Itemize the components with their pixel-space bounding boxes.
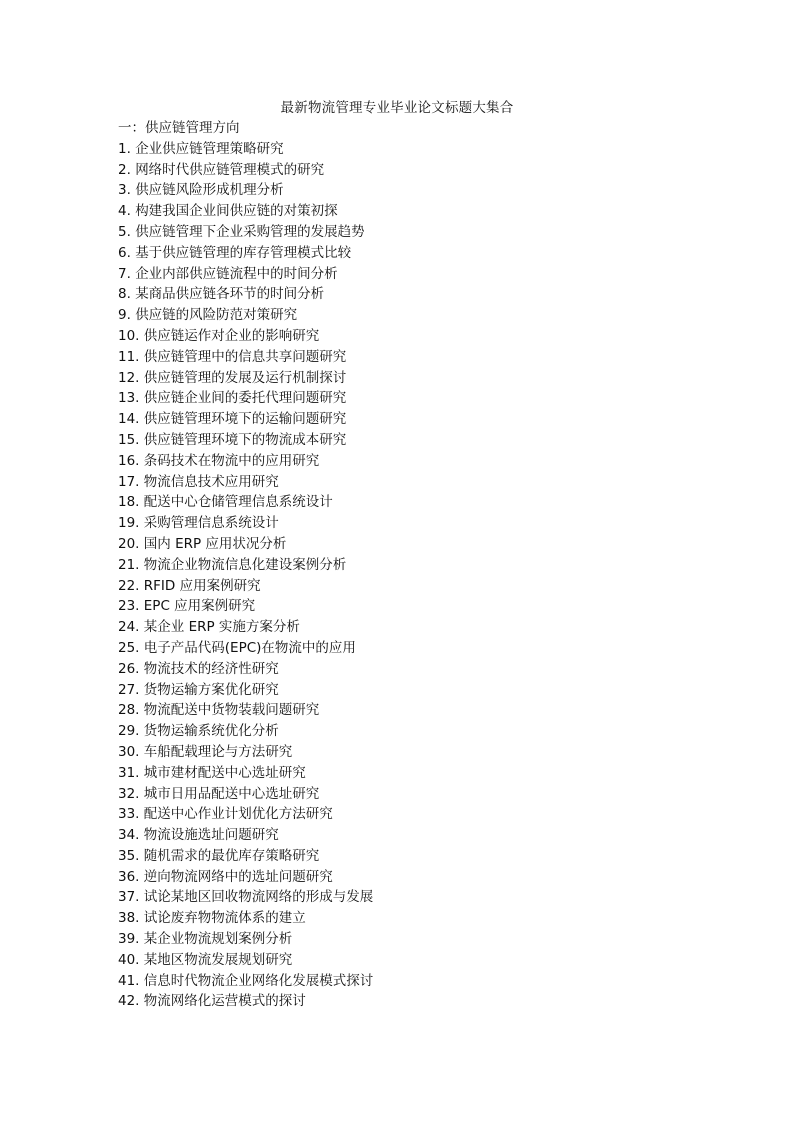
list-item-number: 22. bbox=[118, 577, 140, 594]
list-item-number: 9. bbox=[118, 307, 131, 324]
list-item-text: 某商品供应链各环节的时间分析 bbox=[135, 286, 325, 303]
list-item bbox=[118, 887, 758, 908]
list-item-number: 41. bbox=[118, 972, 140, 989]
list-item-text: 试论废弃物物流体系的建立 bbox=[143, 910, 306, 927]
list-item-number: 28. bbox=[118, 702, 140, 719]
list-item bbox=[118, 617, 758, 638]
thesis-topic-list bbox=[118, 139, 758, 1012]
list-item-text: 供应链风险形成机理分析 bbox=[135, 182, 284, 199]
list-item bbox=[118, 222, 758, 243]
list-item-text: 供应链管理环境下的运输问题研究 bbox=[143, 411, 347, 428]
list-item bbox=[118, 513, 758, 534]
list-item-number: 42. bbox=[118, 993, 140, 1010]
list-item bbox=[118, 763, 758, 784]
list-item bbox=[118, 867, 758, 888]
list-item-number: 39. bbox=[118, 931, 140, 948]
list-item-number: 34. bbox=[118, 827, 140, 844]
list-item bbox=[118, 160, 758, 181]
list-item bbox=[118, 284, 758, 305]
list-item bbox=[118, 264, 758, 285]
list-item-number: 4. bbox=[118, 203, 131, 220]
list-item-number: 2. bbox=[118, 161, 131, 178]
list-item-number: 32. bbox=[118, 785, 140, 802]
list-item bbox=[118, 825, 758, 846]
list-item bbox=[118, 180, 758, 201]
list-item bbox=[118, 804, 758, 825]
list-item-number: 3. bbox=[118, 182, 131, 199]
section-heading: 一：供应链管理方向 bbox=[118, 120, 240, 136]
list-item-text: 供应链管理中的信息共享问题研究 bbox=[143, 348, 347, 365]
list-item bbox=[118, 971, 758, 992]
list-item-text: 电子产品代码(EPC)在物流中的应用 bbox=[143, 639, 356, 656]
list-item-number: 29. bbox=[118, 723, 140, 740]
list-item-text: 基于供应链管理的库存管理模式比较 bbox=[135, 244, 352, 261]
list-item-text: 供应链管理的发展及运行机制探讨 bbox=[143, 369, 347, 386]
list-item bbox=[118, 846, 758, 867]
list-item-number: 30. bbox=[118, 743, 140, 760]
list-item-number: 24. bbox=[118, 619, 140, 636]
list-item bbox=[118, 430, 758, 451]
list-item bbox=[118, 576, 758, 597]
list-item-text: RFID 应用案例研究 bbox=[143, 577, 261, 594]
list-item-number: 37. bbox=[118, 889, 140, 906]
list-item-number: 26. bbox=[118, 660, 140, 677]
list-item-text: 物流网络化运营模式的探讨 bbox=[143, 993, 306, 1010]
list-item-number: 19. bbox=[118, 515, 140, 532]
list-item bbox=[118, 388, 758, 409]
list-item bbox=[118, 596, 758, 617]
list-item-number: 38. bbox=[118, 910, 140, 927]
list-item-number: 23. bbox=[118, 598, 140, 615]
list-item bbox=[118, 700, 758, 721]
list-item-text: 物流技术的经济性研究 bbox=[143, 660, 279, 677]
list-item bbox=[118, 784, 758, 805]
list-item-text: 某企业 ERP 实施方案分析 bbox=[143, 619, 300, 636]
list-item-text: 试论某地区回收物流网络的形成与发展 bbox=[143, 889, 374, 906]
list-item bbox=[118, 243, 758, 264]
list-item bbox=[118, 139, 758, 160]
list-item-text: 国内 ERP 应用状况分析 bbox=[143, 535, 287, 552]
list-item-number: 18. bbox=[118, 494, 140, 511]
list-item bbox=[118, 326, 758, 347]
list-item bbox=[118, 201, 758, 222]
list-item-text: 配送中心作业计划优化方法研究 bbox=[143, 806, 333, 823]
list-item-number: 8. bbox=[118, 286, 131, 303]
list-item bbox=[118, 492, 758, 513]
list-item-number: 14. bbox=[118, 411, 140, 428]
list-item-number: 31. bbox=[118, 764, 140, 781]
list-item-number: 25. bbox=[118, 639, 140, 656]
list-item-number: 7. bbox=[118, 265, 131, 282]
list-item-text: 物流企业物流信息化建设案例分析 bbox=[143, 556, 347, 573]
list-item-number: 35. bbox=[118, 847, 140, 864]
list-item bbox=[118, 555, 758, 576]
list-item-number: 6. bbox=[118, 244, 131, 261]
list-item-text: 网络时代供应链管理模式的研究 bbox=[135, 161, 325, 178]
list-item-text: 货物运输方案优化研究 bbox=[143, 681, 279, 698]
list-item-number: 36. bbox=[118, 868, 140, 885]
list-item-text: 配送中心仓储管理信息系统设计 bbox=[143, 494, 333, 511]
list-item-text: 城市建材配送中心选址研究 bbox=[143, 764, 306, 781]
list-item-text: 条码技术在物流中的应用研究 bbox=[143, 452, 320, 469]
list-item bbox=[118, 305, 758, 326]
list-item-text: 货物运输系统优化分析 bbox=[143, 723, 279, 740]
list-item bbox=[118, 638, 758, 659]
list-item-text: 城市日用品配送中心选址研究 bbox=[143, 785, 320, 802]
list-item-text: 供应链管理下企业采购管理的发展趋势 bbox=[135, 223, 365, 240]
list-item-number: 17. bbox=[118, 473, 140, 490]
document-title: 最新物流管理专业毕业论文标题大集合 bbox=[280, 100, 514, 116]
list-item-number: 33. bbox=[118, 806, 140, 823]
list-item-number: 40. bbox=[118, 951, 140, 968]
list-item-text: 信息时代物流企业网络化发展模式探讨 bbox=[143, 972, 374, 989]
list-item bbox=[118, 347, 758, 368]
list-item-text: 逆向物流网络中的选址问题研究 bbox=[143, 868, 333, 885]
list-item-text: 供应链管理环境下的物流成本研究 bbox=[143, 431, 347, 448]
list-item-number: 12. bbox=[118, 369, 140, 386]
list-item bbox=[118, 929, 758, 950]
document-body bbox=[118, 118, 758, 1012]
list-item-number: 21. bbox=[118, 556, 140, 573]
list-item-text: 某企业物流规划案例分析 bbox=[143, 931, 293, 948]
list-item bbox=[118, 659, 758, 680]
list-item-text: 采购管理信息系统设计 bbox=[143, 515, 279, 532]
list-item bbox=[118, 534, 758, 555]
list-item bbox=[118, 451, 758, 472]
list-item-number: 5. bbox=[118, 223, 131, 240]
list-item bbox=[118, 908, 758, 929]
list-item-text: 随机需求的最优库存策略研究 bbox=[143, 847, 320, 864]
list-item-text: 某地区物流发展规划研究 bbox=[143, 951, 293, 968]
list-item-text: 物流信息技术应用研究 bbox=[143, 473, 279, 490]
list-item-text: 供应链运作对企业的影响研究 bbox=[143, 327, 320, 344]
list-item-number: 20. bbox=[118, 535, 140, 552]
list-item bbox=[118, 991, 758, 1012]
list-item-number: 10. bbox=[118, 327, 140, 344]
list-item-text: 车船配载理论与方法研究 bbox=[143, 743, 293, 760]
list-item bbox=[118, 368, 758, 389]
list-item-text: 构建我国企业间供应链的对策初探 bbox=[135, 203, 338, 220]
list-item-text: EPC 应用案例研究 bbox=[143, 598, 256, 615]
list-item-number: 11. bbox=[118, 348, 140, 365]
list-item-text: 供应链企业间的委托代理问题研究 bbox=[143, 390, 347, 407]
list-item-number: 15. bbox=[118, 431, 140, 448]
list-item bbox=[118, 950, 758, 971]
list-item-number: 13. bbox=[118, 390, 140, 407]
list-item-text: 企业内部供应链流程中的时间分析 bbox=[135, 265, 338, 282]
list-item-number: 16. bbox=[118, 452, 140, 469]
list-item bbox=[118, 409, 758, 430]
list-item-text: 供应链的风险防范对策研究 bbox=[135, 307, 298, 324]
list-item-text: 企业供应链管理策略研究 bbox=[135, 140, 284, 157]
list-item bbox=[118, 472, 758, 493]
list-item-text: 物流设施选址问题研究 bbox=[143, 827, 279, 844]
list-item bbox=[118, 721, 758, 742]
list-item bbox=[118, 680, 758, 701]
list-item-text: 物流配送中货物装载问题研究 bbox=[143, 702, 320, 719]
list-item-number: 1. bbox=[118, 140, 131, 157]
list-item-number: 27. bbox=[118, 681, 140, 698]
list-item bbox=[118, 742, 758, 763]
